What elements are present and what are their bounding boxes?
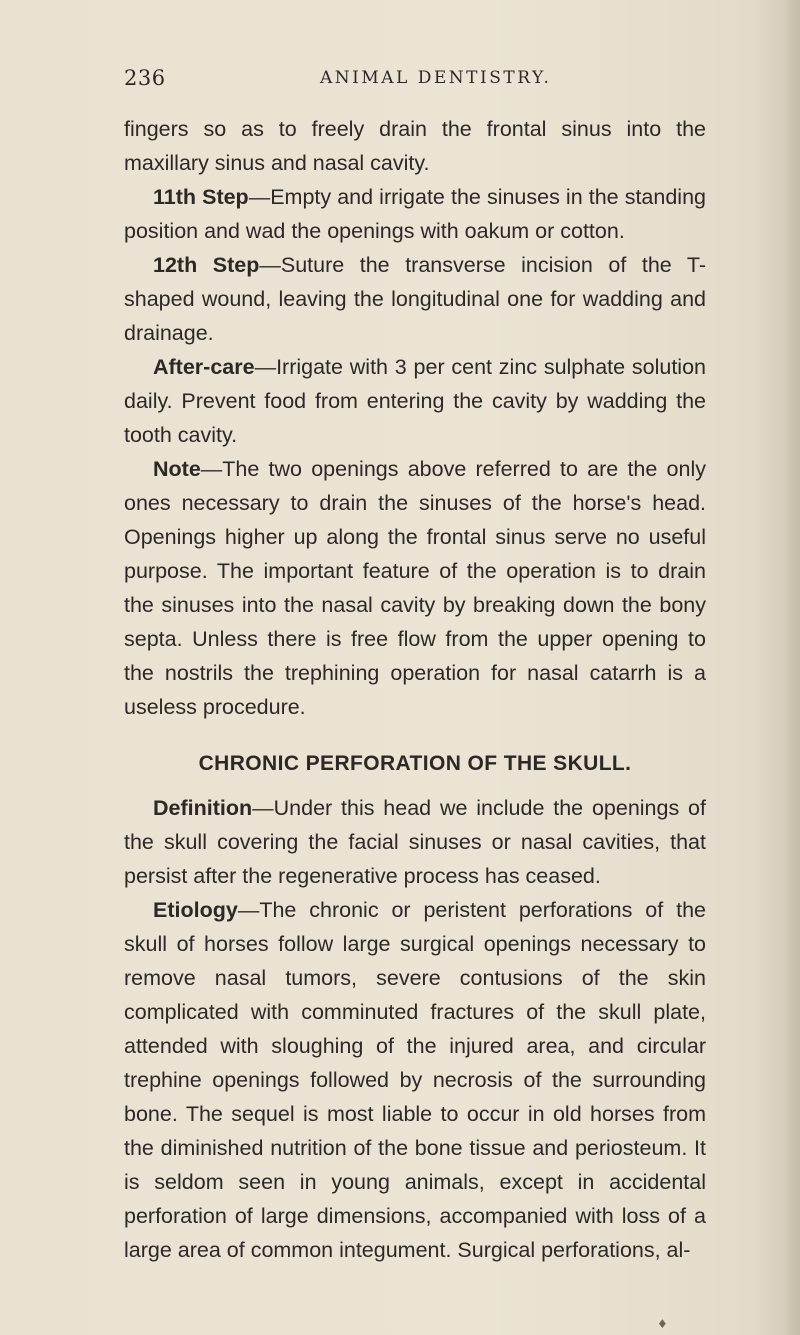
paragraph-text: —The two openings above referred to are the only ones necessary to drain the sinuses of the horse's head. Openings higher up along the frontal sinus serve no useful purpose. The important feature of the operation is to drain the sinuses into the nasal cavity by breaking down the bony septa. Unless there is free flow from the upper opening to the nostrils the trephining operation for nasal catarrh is a useless procedure.	[124, 457, 706, 719]
running-head: ANIMAL DENTISTRY.	[320, 68, 552, 88]
paragraph-text: fingers so as to freely drain the frontal sinus into the maxillary sinus and nasal cavity.	[124, 117, 706, 175]
page-edge-shadow	[784, 0, 800, 1335]
paragraph-text: —Empty and irrigate the sinuses in the standing position and wad the openings with oakum or cotton.	[124, 185, 706, 243]
printer-mark: ♦	[657, 1317, 668, 1331]
paragraph-after-care	[124, 350, 706, 452]
paragraph-lead: 12th Step	[153, 253, 260, 277]
paragraph-text: —The chronic or peristent perforations of the skull of horses follow large surgical openings necessary to remove nasal tumors, severe contusions of the skin complicated with comminuted fractures of the skull plate, attended with sloughing of the injured area, and circular trephine openings followed by necrosis of the surrounding bone. The sequel is most liable to occur in old horses from the diminished nutrition of the bone tissue and periosteum. It is seldom seen in young animals, except in accidental perforation of large dimensions, accompanied with loss of a large area of common integument. Surgical perforations, al-	[124, 898, 706, 1262]
section-heading: CHRONIC PERFORATION OF THE SKULL.	[198, 752, 632, 775]
page-header	[124, 66, 704, 96]
paragraph-etiology	[124, 893, 706, 1267]
paragraph-note	[124, 452, 706, 724]
paragraph-continuation	[124, 112, 706, 180]
paragraph-lead: 11th Step	[153, 185, 249, 209]
paragraph-lead: Etiology	[153, 898, 238, 922]
paragraph-lead: After-care	[153, 355, 255, 379]
paragraph-lead: Note	[153, 457, 201, 481]
paragraph-lead: Definition	[153, 796, 253, 820]
paragraph-text: —Irrigate with 3 per cent zinc sulphate solution daily. Prevent food from entering the cavity by wadding the tooth cavity.	[124, 355, 706, 447]
paragraph-step-12	[124, 248, 706, 350]
paragraph-text: —Under this head we include the openings of the skull covering the facial sinuses or nasal cavities, that persist after the regenerative process has ceased.	[124, 796, 706, 888]
paragraph-step-11	[124, 180, 706, 248]
paragraph-definition	[124, 791, 706, 893]
body-text	[124, 112, 706, 1267]
page-number: 236	[124, 66, 166, 90]
paragraph-text: —Suture the transverse incision of the T-shaped wound, leaving the longitudinal one for wadding and drainage.	[124, 253, 706, 345]
